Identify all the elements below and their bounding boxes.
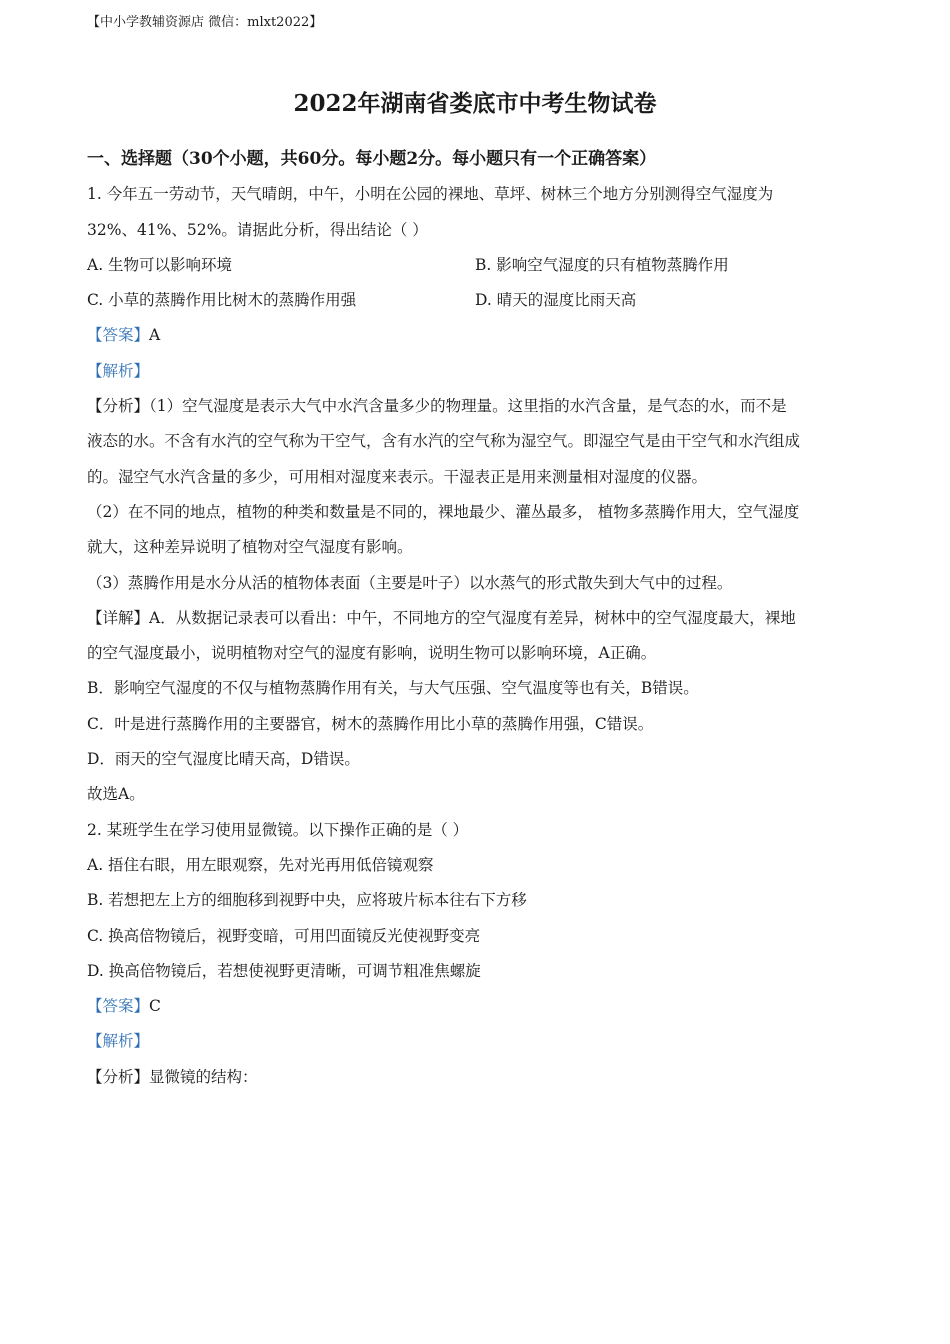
analysis-tag: 【解析】 — [87, 361, 150, 380]
q1-explanation-line: 的空气湿度最小，说明植物对空气的湿度有影响，说明生物可以影响环境，A正确。 — [87, 644, 657, 663]
q1-stem-line-2: 32%、41%、52%。请据此分析，得出结论（ ） — [87, 220, 428, 239]
q1-explanation-line: C．叶是进行蒸腾作用的主要器官，树木的蒸腾作用比小草的蒸腾作用强，C错误。 — [87, 714, 654, 733]
q1-answer-value: A — [149, 326, 161, 345]
q1-option-d: D. 晴天的湿度比雨天高 — [475, 291, 637, 310]
q1-options-row-1 — [87, 248, 862, 283]
q1-explanation-line: B．影响空气湿度的不仅与植物蒸腾作用有关，与大气压强、空气温度等也有关，B错误。 — [87, 679, 699, 698]
q2-option-c: C. 换高倍物镜后，视野变暗，可用凹面镜反光使视野变亮 — [87, 926, 481, 945]
answer-tag: 【答案】 — [87, 997, 150, 1016]
q1-analysis-line — [87, 354, 862, 389]
q1-options-row-2 — [87, 283, 862, 318]
q2-analysis-line — [87, 1024, 862, 1059]
q2-answer-value: C — [149, 997, 161, 1016]
q1-option-c: C. 小草的蒸腾作用比树木的蒸腾作用强 — [87, 291, 357, 310]
q2-analysis-text: 【分析】显微镜的结构： — [87, 1067, 258, 1086]
q2-option-d: D. 换高倍物镜后，若想使视野更清晰，可调节粗准焦螺旋 — [87, 961, 481, 980]
analysis-tag: 【解析】 — [87, 1032, 150, 1051]
document-body — [87, 142, 862, 1095]
q1-option-a: A. 生物可以影响环境 — [87, 255, 233, 274]
q2-stem-line: 2. 某班学生在学习使用显微镜。以下操作正确的是（ ） — [87, 820, 469, 839]
q1-stem-line-1: 1. 今年五一劳动节，天气晴朗，中午，小明在公园的裸地、草坪、树林三个地方分别测得空气湿度为 — [87, 185, 774, 204]
q1-explanation-line: 的。湿空气水汽含量的多少，可用相对湿度来表示。干湿表正是用来测量相对湿度的仪器。 — [87, 467, 708, 486]
q2-option-a: A. 捂住右眼，用左眼观察，先对光再用低倍镜观察 — [87, 855, 434, 874]
q1-explanation-line: 【详解】A．从数据记录表可以看出：中午，不同地方的空气湿度有差异，树林中的空气湿度最大，裸地 — [87, 608, 796, 627]
q1-conclusion-line: 故选A。 — [87, 785, 145, 804]
q2-option-b: B. 若想把左上方的细胞移到视野中央，应将玻片标本往右下方移 — [87, 891, 527, 910]
q1-answer-line — [87, 318, 862, 353]
q1-explanation-line: 【分析】（1）空气湿度是表示大气中水汽含量多少的物理量。这里指的水汽含量，是气态的水，而不是 — [87, 397, 787, 416]
q1-explanation-line: （3）蒸腾作用是水分从活的植物体表面（主要是叶子）以水蒸气的形式散失到大气中的过程。 — [87, 573, 733, 592]
q1-explanation-line: （2）在不同的地点，植物的种类和数量是不同的，裸地最少、灌丛最多， 植物多蒸腾作用大，空气湿度 — [87, 502, 800, 521]
q1-option-b: B. 影响空气湿度的只有植物蒸腾作用 — [475, 255, 729, 274]
q1-explanation-line: 就大，这种差异说明了植物对空气湿度有影响。 — [87, 538, 413, 557]
answer-tag: 【答案】 — [87, 326, 150, 345]
q1-explanation-line: 液态的水。不含有水汽的空气称为干空气，含有水汽的空气称为湿空气。即湿空气是由干空气和水汽组成 — [87, 432, 801, 451]
header-note: 【中小学教辅资源店 微信：mlxt2022】 — [87, 15, 323, 30]
section-heading: 一、选择题（30个小题，共60分。每小题2分。每小题只有一个正确答案） — [87, 149, 657, 169]
page-title: 2022年湖南省娄底市中考生物试卷 — [293, 90, 657, 117]
q2-answer-line — [87, 989, 862, 1024]
q1-explanation-line: D．雨天的空气湿度比晴天高，D错误。 — [87, 750, 360, 769]
